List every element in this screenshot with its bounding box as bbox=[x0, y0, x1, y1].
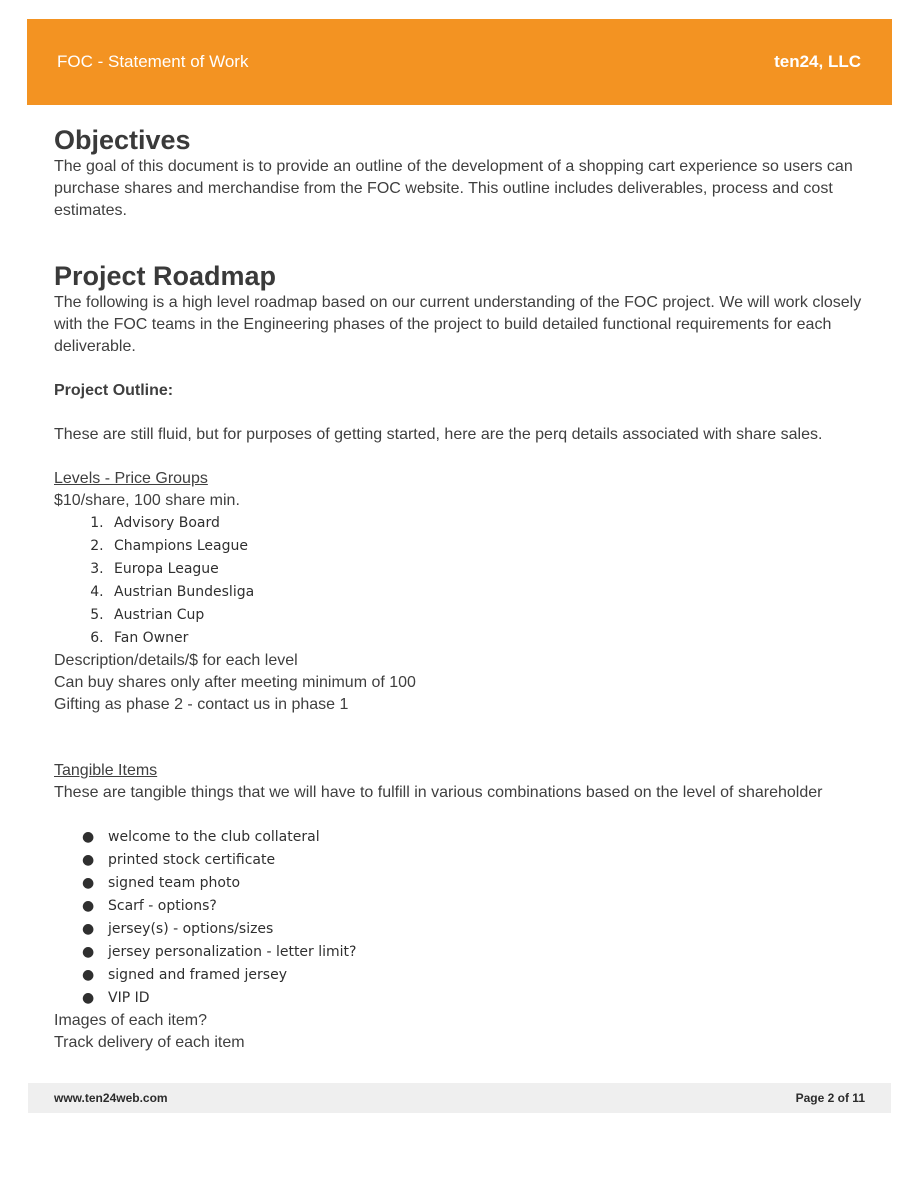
tangible-item bbox=[82, 941, 874, 964]
document-body bbox=[54, 124, 874, 1054]
levels-list bbox=[54, 512, 874, 650]
page-footer bbox=[28, 1083, 891, 1113]
tangible-item bbox=[82, 895, 874, 918]
tangible-item-label: Scarf - options? bbox=[108, 898, 217, 914]
bullet-icon: ● bbox=[82, 967, 95, 983]
bullet-icon: ● bbox=[82, 898, 95, 914]
tangible-item bbox=[82, 826, 874, 849]
tangible-item bbox=[82, 964, 874, 987]
tangible-items-intro: These are tangible things that we will have to fulfill in various combinations based on the level of shareholder bbox=[54, 784, 823, 801]
levels-note: Gifting as phase 2 - contact us in phase 1 bbox=[54, 696, 349, 713]
page-header bbox=[27, 19, 892, 105]
tangible-item-label: signed and framed jersey bbox=[108, 967, 287, 983]
tangible-item-label: jersey personalization - letter limit? bbox=[108, 944, 357, 960]
level-item: 3. Europa League bbox=[108, 558, 874, 581]
levels-note: Can buy shares only after meeting minimum of 100 bbox=[54, 674, 416, 691]
tangible-item-label: VIP ID bbox=[108, 990, 150, 1006]
bullet-icon: ● bbox=[82, 921, 95, 937]
tangible-item bbox=[82, 987, 874, 1010]
levels-price: $10/share, 100 share min. bbox=[54, 492, 240, 509]
level-item: 2. Champions League bbox=[108, 535, 874, 558]
company-name: ten24, LLC bbox=[774, 52, 861, 71]
tangible-item-label: jersey(s) - options/sizes bbox=[108, 921, 274, 937]
page-number: Page 2 of 11 bbox=[795, 1091, 865, 1105]
tangible-item-label: signed team photo bbox=[108, 875, 241, 891]
bullet-icon: ● bbox=[82, 875, 95, 891]
bullet-icon: ● bbox=[82, 944, 95, 960]
objectives-paragraph: The goal of this document is to provide an outline of the development of a shopping cart experience so users can purchase shares and merchandise from the FOC website. This outline includes deliverables, process and cost estimates. bbox=[54, 158, 853, 219]
tangible-note: Images of each item? bbox=[54, 1012, 207, 1029]
bullet-icon: ● bbox=[82, 829, 95, 845]
roadmap-intro-paragraph: The following is a high level roadmap based on our current understanding of the FOC project. We will work closely with the FOC teams in the Engineering phases of the project to build detailed functional requirements for each deliverable. bbox=[54, 294, 862, 355]
level-item: 6. Fan Owner bbox=[108, 627, 874, 650]
footer-website: www.ten24web.com bbox=[54, 1091, 168, 1105]
tangible-note: Track delivery of each item bbox=[54, 1034, 245, 1051]
bullet-icon: ● bbox=[82, 852, 95, 868]
roadmap-heading: Project Roadmap bbox=[54, 261, 277, 291]
tangible-items-list bbox=[54, 826, 874, 1010]
tangible-item bbox=[82, 849, 874, 872]
level-item: 4. Austrian Bundesliga bbox=[108, 581, 874, 604]
tangible-item-label: welcome to the club collateral bbox=[108, 829, 320, 845]
tangible-item-label: printed stock certificate bbox=[108, 852, 276, 868]
level-item: 5. Austrian Cup bbox=[108, 604, 874, 627]
tangible-item bbox=[82, 872, 874, 895]
document-title: FOC - Statement of Work bbox=[57, 52, 249, 71]
objectives-heading: Objectives bbox=[54, 125, 191, 155]
levels-heading: Levels - Price Groups bbox=[54, 470, 208, 487]
levels-note: Description/details/$ for each level bbox=[54, 652, 298, 669]
tangible-item bbox=[82, 918, 874, 941]
level-item: 1. Advisory Board bbox=[108, 512, 874, 535]
project-outline-intro: These are still fluid, but for purposes of getting started, here are the perq details associated with share sales. bbox=[54, 426, 823, 443]
project-outline-label: Project Outline: bbox=[54, 382, 174, 399]
bullet-icon: ● bbox=[82, 990, 95, 1006]
tangible-items-heading: Tangible Items bbox=[54, 762, 158, 779]
